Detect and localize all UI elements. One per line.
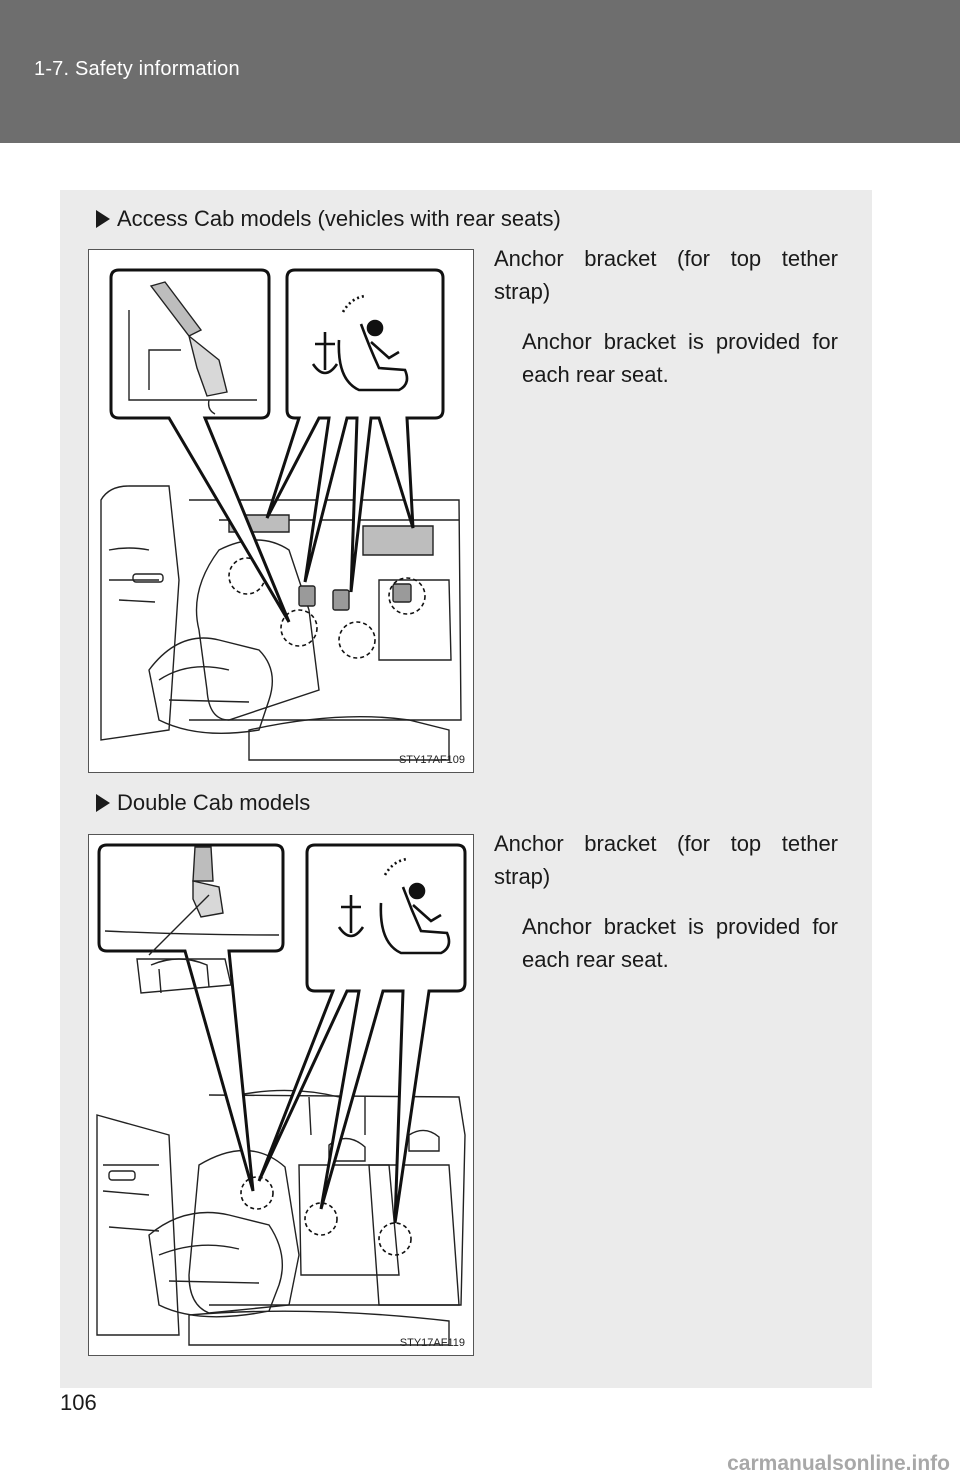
- description-double-cab: [494, 827, 838, 976]
- bullet-triangle-icon: [96, 210, 110, 228]
- description-note: Anchor bracket is provided for each rear seat.: [522, 329, 838, 387]
- section-heading-text: Double Cab models: [117, 790, 311, 815]
- section-heading-text: Access Cab models (vehicles with rear seats): [117, 206, 561, 231]
- figure-double-cab: [88, 834, 474, 1356]
- description-access-cab: [494, 242, 838, 391]
- section-title: 1-7. Safety information: [34, 58, 240, 80]
- section-heading-access-cab: [96, 206, 561, 232]
- description-text: Anchor bracket (for top tether strap): [494, 831, 838, 889]
- header-band: [0, 0, 960, 143]
- bullet-triangle-icon: [96, 794, 110, 812]
- figure-code: STY17AF109: [398, 754, 465, 766]
- description-note: Anchor bracket is provided for each rear seat.: [522, 914, 838, 972]
- description-text: Anchor bracket (for top tether strap): [494, 246, 838, 304]
- page-number: 106: [60, 1390, 97, 1415]
- watermark: carmanualsonline.info: [727, 1452, 950, 1475]
- figure-code: STY17AF119: [399, 1337, 465, 1349]
- double-cab-illustration: [89, 835, 473, 1355]
- figure-access-cab: [88, 249, 474, 773]
- access-cab-illustration: [89, 250, 473, 772]
- section-heading-double-cab: [96, 790, 310, 816]
